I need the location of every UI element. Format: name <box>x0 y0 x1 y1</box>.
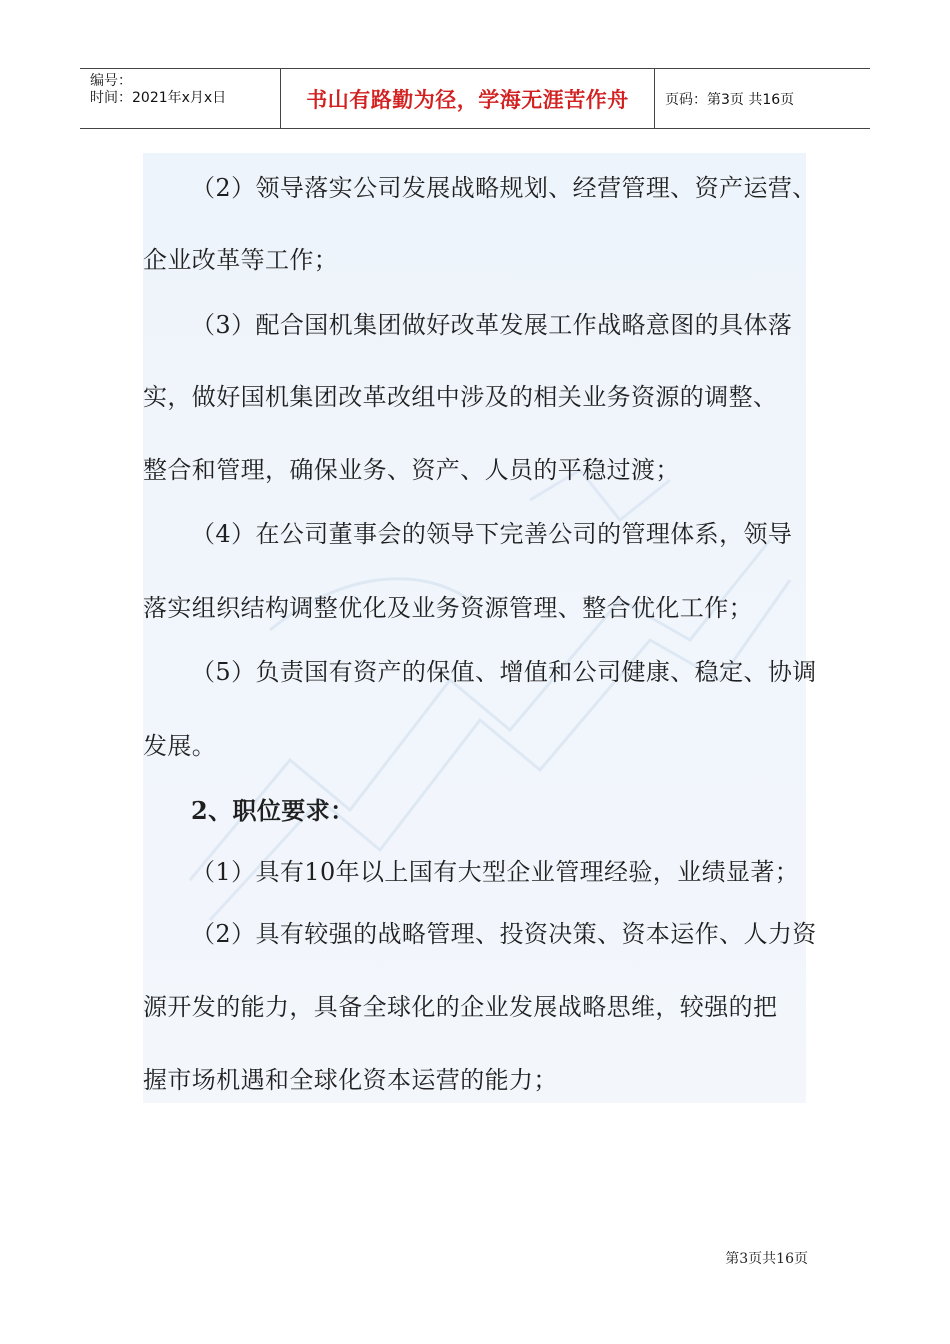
body-line: 实，做好国机集团改革改组中涉及的相关业务资源的调整、 <box>143 383 778 411</box>
body-line: 握市场机遇和全球化资本运营的能力； <box>143 1066 558 1094</box>
body-line: 落实组织结构调整优化及业务资源管理、整合优化工作； <box>143 594 753 622</box>
body-line: （4）在公司董事会的领导下完善公司的管理体系，领导 <box>191 520 793 548</box>
time-label: 时间：2021年x月x日 <box>90 90 227 106</box>
body-line: （1）具有10年以上国有大型企业管理经验，业绩显著； <box>191 858 800 886</box>
serial-label: 编号： <box>90 73 132 89</box>
header-page-info: 页码：第3页 共16页 <box>665 91 795 108</box>
body-line: 整合和管理，确保业务、资产、人员的平稳过渡； <box>143 456 680 484</box>
body-line: 发展。 <box>143 732 217 760</box>
header-motto: 书山有路勤为径，学海无涯苦作舟 <box>281 69 655 128</box>
body-line: 源开发的能力，具备全球化的企业发展战略思维，较强的把 <box>143 993 778 1021</box>
body-line: （2）领导落实公司发展战略规划、经营管理、资产运营、 <box>191 174 817 202</box>
footer-page-number: 第3页共16页 <box>725 1251 808 1267</box>
page-header <box>80 68 870 129</box>
body-line: （2）具有较强的战略管理、投资决策、资本运作、人力资 <box>191 920 817 948</box>
header-meta-cell <box>80 69 281 128</box>
body-line: 企业改革等工作； <box>143 246 339 274</box>
section-heading: 2、职位要求： <box>191 796 355 825</box>
body-line: （3）配合国机集团做好改革发展工作战略意图的具体落 <box>191 311 793 339</box>
body-line: （5）负责国有资产的保值、增值和公司健康、稳定、协调 <box>191 658 817 686</box>
content-background <box>143 153 817 1103</box>
